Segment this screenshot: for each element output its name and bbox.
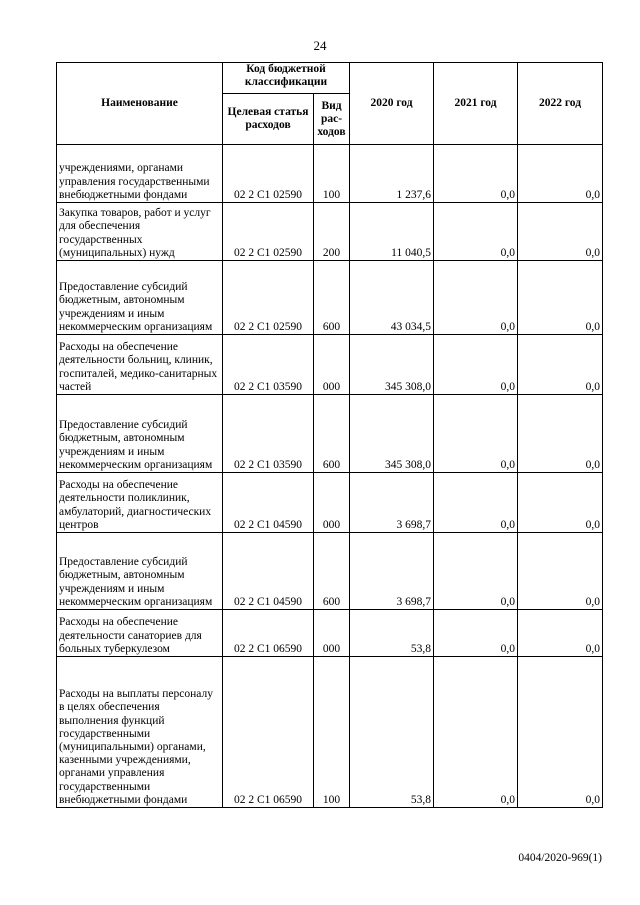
header-2022: 2022 год	[518, 63, 603, 145]
row-code: 02 2 С1 04590	[223, 533, 314, 610]
table-row	[57, 145, 603, 203]
table-row	[57, 335, 603, 395]
row-2021: 0,0	[434, 145, 518, 203]
row-vid: 600	[314, 261, 350, 335]
row-name: учреждениями, органами управления государственными внебюджетными фондами	[57, 145, 223, 203]
row-2022: 0,0	[518, 145, 603, 203]
row-2022: 0,0	[518, 261, 603, 335]
row-2020: 53,8	[350, 610, 434, 657]
row-code: 02 2 С1 06590	[223, 657, 314, 808]
row-name: Расходы на обеспечение деятельности санаториев для больных туберкулезом	[57, 610, 223, 657]
row-vid: 100	[314, 657, 350, 808]
table-header	[57, 63, 603, 145]
row-2021: 0,0	[434, 473, 518, 533]
row-name: Предоставление субсидий бюджетным, автономным учреждениям и иным некоммерческим организациям	[57, 395, 223, 473]
header-2020: 2020 год	[350, 63, 434, 145]
row-code: 02 2 С1 04590	[223, 473, 314, 533]
row-name: Предоставление субсидий бюджетным, автономным учреждениям и иным некоммерческим организациям	[57, 261, 223, 335]
header-2021: 2021 год	[434, 63, 518, 145]
row-2022: 0,0	[518, 395, 603, 473]
row-name: Закупка товаров, работ и услуг для обеспечения государственных (муниципальных) нужд	[57, 203, 223, 261]
row-vid: 000	[314, 473, 350, 533]
header-kbk: Код бюджетной классификации	[223, 63, 350, 94]
row-2020: 3 698,7	[350, 473, 434, 533]
row-2020: 345 308,0	[350, 395, 434, 473]
row-code: 02 2 С1 03590	[223, 395, 314, 473]
row-name: Расходы на обеспечение деятельности больниц, клиник, госпиталей, медико-санитарных частей	[57, 335, 223, 395]
row-2021: 0,0	[434, 335, 518, 395]
row-2022: 0,0	[518, 610, 603, 657]
row-2020: 43 034,5	[350, 261, 434, 335]
table-row	[57, 395, 603, 473]
table-row	[57, 657, 603, 808]
table-row	[57, 203, 603, 261]
row-vid: 200	[314, 203, 350, 261]
row-code: 02 2 С1 03590	[223, 335, 314, 395]
row-2022: 0,0	[518, 533, 603, 610]
row-2020: 345 308,0	[350, 335, 434, 395]
row-name: Расходы на обеспечение деятельности поликлиник, амбулаторий, диагностических центров	[57, 473, 223, 533]
row-2020: 11 040,5	[350, 203, 434, 261]
header-vid: Вид рас-ходов	[314, 94, 350, 145]
header-target: Целевая статья расходов	[223, 94, 314, 145]
row-code: 02 2 С1 02590	[223, 145, 314, 203]
row-2021: 0,0	[434, 657, 518, 808]
document-id: 0404/2020-969(1)	[518, 852, 602, 864]
row-2022: 0,0	[518, 335, 603, 395]
row-code: 02 2 С1 02590	[223, 261, 314, 335]
row-vid: 100	[314, 145, 350, 203]
header-name: Наименование	[57, 63, 223, 145]
row-2020: 1 237,6	[350, 145, 434, 203]
row-vid: 000	[314, 610, 350, 657]
table-row	[57, 473, 603, 533]
row-vid: 600	[314, 533, 350, 610]
row-vid: 600	[314, 395, 350, 473]
row-name: Расходы на выплаты персоналу в целях обеспечения выполнения функций государственными (муниципальными) органами, казенными учреждениями, органами управления государственными внебюджетными фондами	[57, 657, 223, 808]
row-2022: 0,0	[518, 473, 603, 533]
row-2020: 53,8	[350, 657, 434, 808]
row-2022: 0,0	[518, 657, 603, 808]
row-2021: 0,0	[434, 261, 518, 335]
row-code: 02 2 С1 02590	[223, 203, 314, 261]
row-2020: 3 698,7	[350, 533, 434, 610]
table-row	[57, 533, 603, 610]
row-code: 02 2 С1 06590	[223, 610, 314, 657]
page-number: 24	[313, 38, 327, 53]
row-2021: 0,0	[434, 203, 518, 261]
row-2021: 0,0	[434, 610, 518, 657]
row-name: Предоставление субсидий бюджетным, автономным учреждениям и иным некоммерческим организациям	[57, 533, 223, 610]
budget-table	[56, 62, 603, 808]
row-2022: 0,0	[518, 203, 603, 261]
table-row	[57, 261, 603, 335]
row-2021: 0,0	[434, 533, 518, 610]
table-row	[57, 610, 603, 657]
row-vid: 000	[314, 335, 350, 395]
row-2021: 0,0	[434, 395, 518, 473]
